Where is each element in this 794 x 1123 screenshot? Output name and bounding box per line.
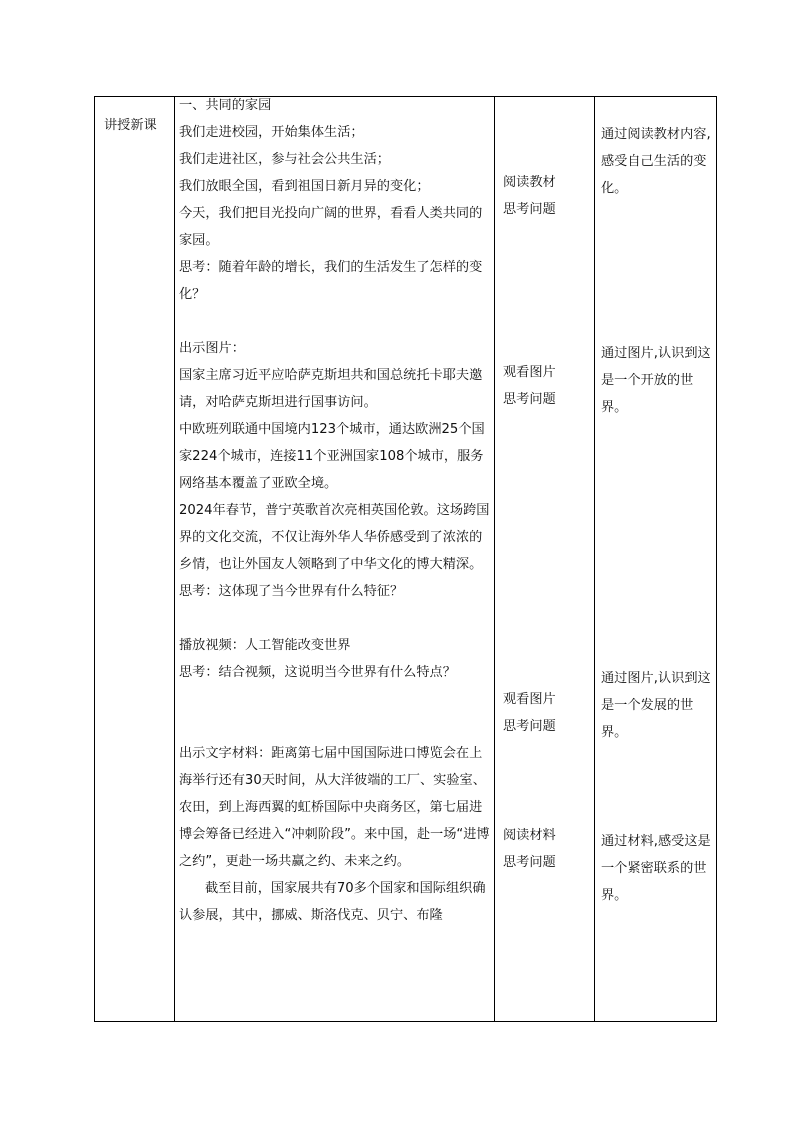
content-paragraph: 出示图片： — [179, 341, 245, 356]
content-paragraph: 出示文字材料：距离第七届中国国际进口博览会在上海举行还有30天时间，从大洋彼端的工厂、实验室、农田，到上海西翼的虹桥国际中央商务区，第七届进博会筹备已经进入“冲刺阶段”。来中国，赴一场“进博之约”，更赴一场共赢之约、未来之约。 — [179, 746, 490, 869]
spacer — [179, 713, 491, 740]
activity-text: 思考问题 — [503, 392, 556, 407]
intent-cell — [601, 665, 713, 746]
intent-cell — [601, 121, 713, 202]
row-label: 讲授新课 — [104, 118, 157, 133]
activity-text: 思考问题 — [503, 202, 556, 217]
spacer — [179, 605, 491, 632]
content-cell — [179, 92, 491, 929]
intent-text: 通过材料,感受这是一个紧密联系的世界。 — [601, 834, 711, 903]
spacer — [179, 308, 491, 335]
content-paragraph: 我们放眼全国，看到祖国日新月异的变化； — [179, 179, 430, 194]
activity-text: 阅读材料 — [503, 828, 556, 843]
activity-text: 观看图片 — [503, 365, 556, 380]
activity-text: 观看图片 — [503, 692, 556, 707]
content-paragraph: 我们走进校园，开始集体生活； — [179, 125, 364, 140]
column-divider — [174, 97, 175, 1021]
activity-cell — [503, 169, 591, 223]
activity-text: 思考问题 — [503, 719, 556, 734]
think-question: 思考：这体现了当今世界有什么特征？ — [179, 584, 404, 599]
activity-text: 阅读教材 — [503, 175, 556, 190]
think-question: 思考：结合视频，这说明当今世界有什么特点？ — [179, 665, 456, 680]
think-question: 思考：随着年龄的增长，我们的生活发生了怎样的变化？ — [179, 260, 483, 302]
content-paragraph: 国家主席习近平应哈萨克斯坦共和国总统托卡耶夫邀请，对哈萨克斯坦进行国事访问。 — [179, 368, 483, 410]
content-paragraph: 中欧班列联通中国境内123个城市，通达欧洲25个国家224个城市，连接11个亚洲国家108个城市，服务网络基本覆盖了亚欧全境。 — [179, 422, 485, 491]
activity-text: 思考问题 — [503, 855, 556, 870]
intent-cell — [601, 828, 713, 909]
intent-text: 通过图片,认识到这是一个开放的世界。 — [601, 346, 711, 415]
lesson-plan-table — [94, 96, 717, 1022]
content-paragraph: 截至目前，国家展共有70多个国家和国际组织确认参展，其中，挪威、斯洛伐克、贝宁、布隆 — [179, 881, 486, 923]
intent-text: 通过图片,认识到这是一个发展的世界。 — [601, 671, 711, 740]
content-paragraph: 我们走进社区，参与社会公共生活； — [179, 152, 390, 167]
column-divider — [594, 97, 595, 1021]
intent-cell — [601, 340, 713, 421]
activity-cell — [503, 822, 591, 876]
content-paragraph: 2024年春节，普宁英歌首次亮相英国伦敦。这场跨国界的文化交流，不仅让海外华人华侨感受到了浓浓的乡情，也让外国友人领略到了中华文化的博大精深。 — [179, 503, 490, 572]
activity-cell — [503, 686, 591, 740]
content-paragraph: 今天，我们把目光投向广阔的世界，看看人类共同的家园。 — [179, 206, 483, 248]
content-paragraph: 播放视频：人工智能改变世界 — [179, 638, 351, 653]
spacer — [179, 686, 491, 713]
row-label-cell — [104, 112, 174, 139]
activity-cell — [503, 359, 591, 413]
column-divider — [494, 97, 495, 1021]
section-heading: 一、共同的家园 — [179, 98, 272, 113]
intent-text: 通过阅读教材内容,感受自己生活的变化。 — [601, 127, 711, 196]
